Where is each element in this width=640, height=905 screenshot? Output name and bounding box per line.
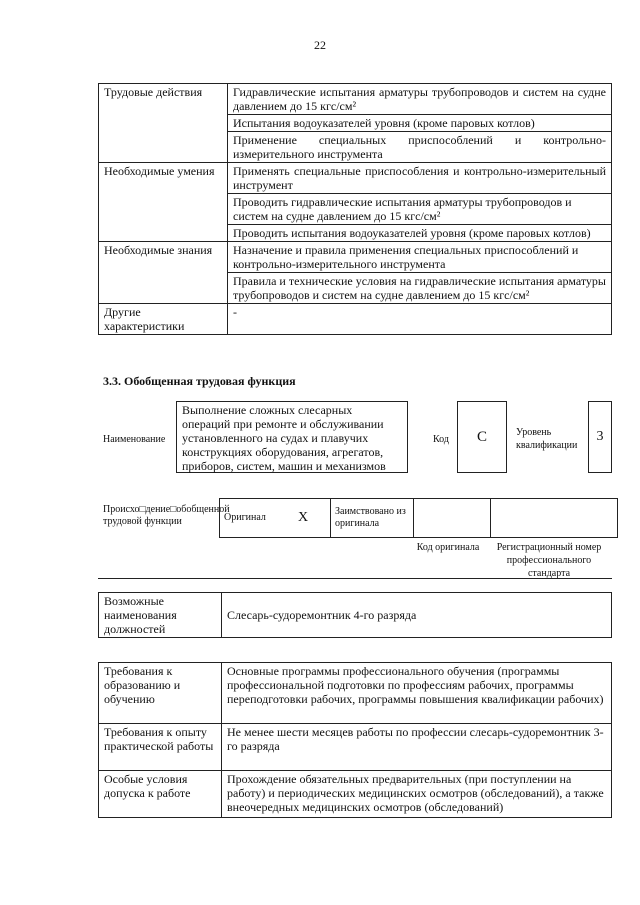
table-row — [220, 499, 618, 538]
table-cell: - — [228, 304, 612, 335]
table-row — [99, 84, 612, 115]
original-label: Оригинал — [220, 499, 295, 538]
table-cell: Проводить испытания водоуказателей уровня (кроме паровых котлов) — [228, 225, 612, 242]
table-row — [99, 304, 612, 335]
code-label: Код — [433, 434, 449, 445]
positions-label: Возможные наименования должностей — [99, 593, 222, 638]
table-row — [99, 724, 612, 771]
reg-number-cell — [491, 499, 618, 538]
row-label-actions: Трудовые действия — [99, 84, 228, 163]
table-cell: Правила и технические условия на гидравлические испытания арматуры трубопроводов и систем на судне давлением до 15 кгс/см² — [228, 273, 612, 304]
code-value: C — [457, 401, 507, 473]
table-cell: Гидравлические испытания арматуры трубопроводов и систем на судне давлением до 15 кгс/см² — [228, 84, 612, 115]
table-row — [99, 663, 612, 724]
table-row — [99, 242, 612, 273]
section-title: 3.3. Обобщенная трудовая функция — [103, 374, 296, 388]
reg-caption: Регистрационный номер профессионального стандарта — [496, 542, 602, 579]
origin-table — [219, 498, 618, 538]
original-mark: X — [294, 499, 331, 538]
code-caption: Код оригинала — [416, 542, 480, 553]
req-experience-value: Не менее шести месяцев работы по профессии слесарь-судоремонтник 3-го разряда — [222, 724, 612, 771]
req-experience-label: Требования к опыту практической работы — [99, 724, 222, 771]
table-cell: Применение специальных приспособлений и контрольно-измерительного инструмента — [228, 132, 612, 163]
level-value: 3 — [588, 401, 612, 473]
positions-table — [98, 592, 612, 638]
requirements-table — [98, 662, 612, 818]
original-code-cell — [414, 499, 491, 538]
page-number: 22 — [314, 38, 326, 52]
table-cell: Назначение и правила применения специальных приспособлений и контрольно-измерительного инструмента — [228, 242, 612, 273]
labor-actions-table — [98, 83, 612, 335]
origin-label: Происхо□дение□обобщенной трудовой функции — [103, 504, 230, 527]
req-education-label: Требования к образованию и обучению — [99, 663, 222, 724]
positions-value: Слесарь-судоремонтник 4-го разряда — [222, 593, 612, 638]
function-name-value: Выполнение сложных слесарных операций при ремонте и обслуживании установленного на судах и плавучих конструкциях оборудования, агрегатов, приборов, систем, машин и механизмов — [176, 401, 408, 473]
table-cell: Проводить гидравлические испытания арматуры трубопроводов и систем на судне давлением до 15 кгс/см² — [228, 194, 612, 225]
req-admission-value: Прохождение обязательных предварительных (при поступлении на работу) и периодических медицинских осмотров (обследований), а также внеочередных медицинских осмотров (обследований) — [222, 771, 612, 818]
name-label: Наименование — [103, 434, 166, 445]
req-education-value: Основные программы профессионального обучения (программы профессиональной подготовки по профессиям рабочих, программы переподготовки рабочих, программы повышения квалификации рабочих) — [222, 663, 612, 724]
level-label: Уровень квалификации — [516, 427, 578, 451]
table-row — [99, 163, 612, 194]
table-row — [99, 593, 612, 638]
row-label-skills: Необходимые умения — [99, 163, 228, 242]
borrowed-label: Заимствовано из оригинала — [331, 499, 414, 538]
divider — [98, 578, 612, 579]
row-label-knowledge: Необходимые знания — [99, 242, 228, 304]
row-label-other: Другие характеристики — [99, 304, 228, 335]
table-cell: Применять специальные приспособления и контрольно-измерительный инструмент — [228, 163, 612, 194]
req-admission-label: Особые условия допуска к работе — [99, 771, 222, 818]
table-row — [99, 771, 612, 818]
table-cell: Испытания водоуказателей уровня (кроме паровых котлов) — [228, 115, 612, 132]
